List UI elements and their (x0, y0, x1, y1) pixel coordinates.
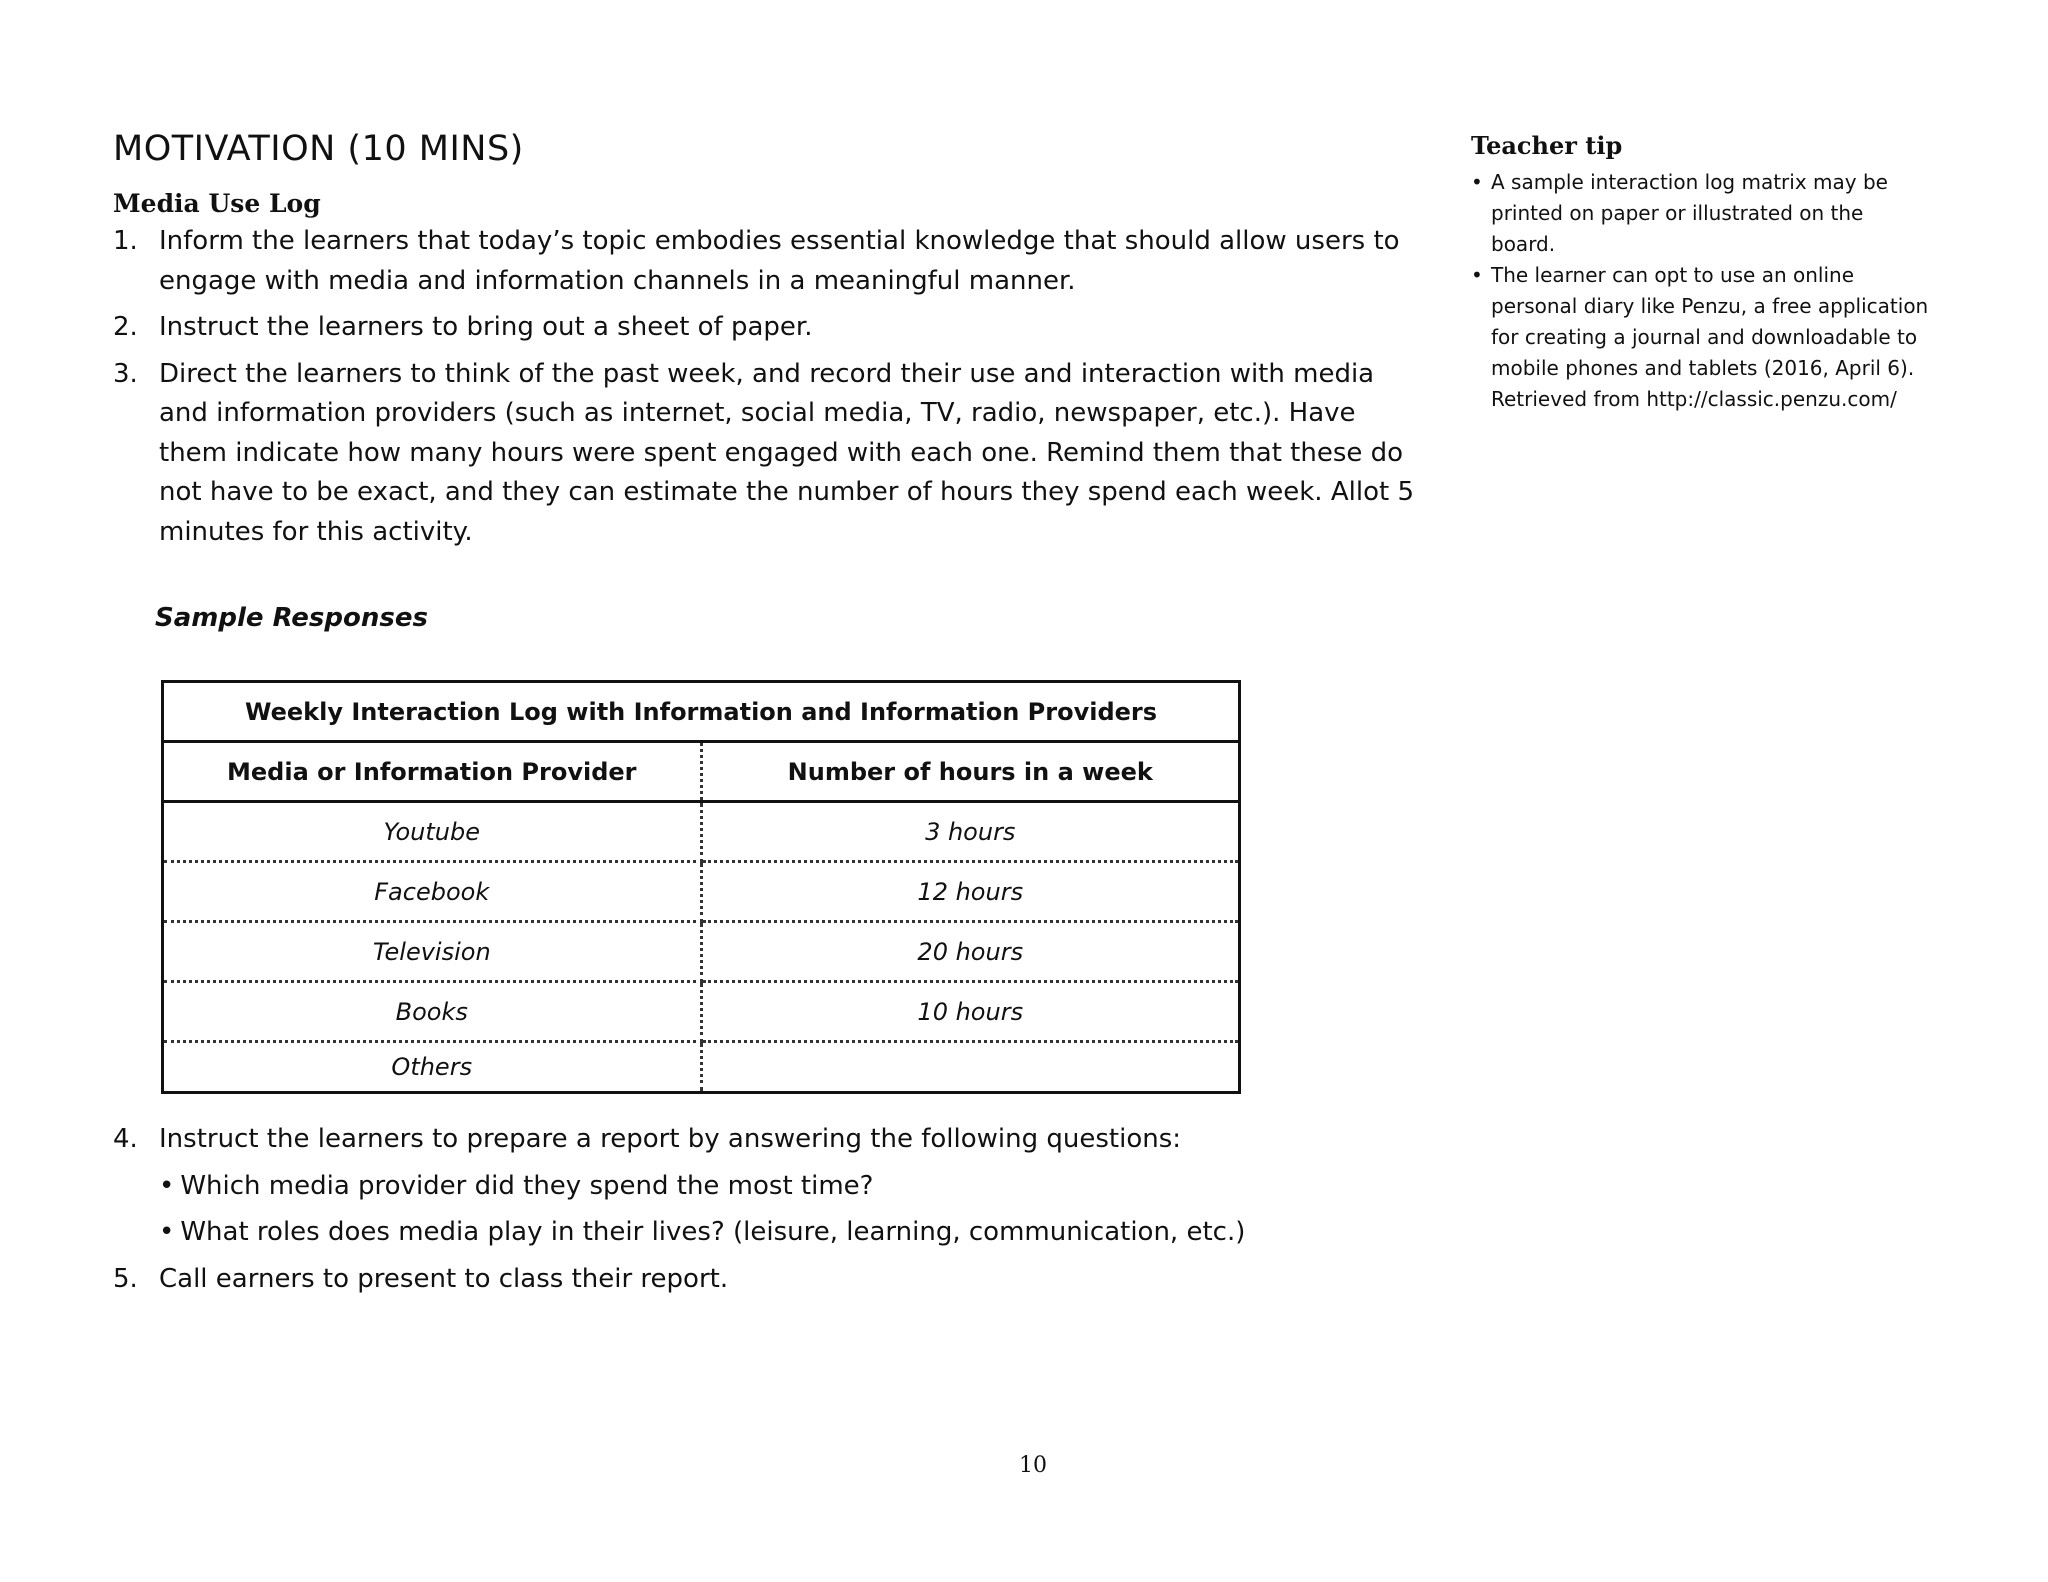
question-bullet (113, 1213, 1423, 1253)
provider-cell: Facebook (163, 862, 702, 922)
section-heading: MOTIVATION (10 MINS) (113, 129, 524, 169)
provider-cell: Others (163, 1042, 702, 1093)
column-header-provider: Media or Information Provider (163, 742, 702, 802)
instruction-list (113, 222, 1423, 559)
hours-cell: 10 hours (701, 982, 1240, 1042)
followup-list (113, 1120, 1423, 1306)
teacher-tip-text: A sample interaction log matrix may be printed on paper or illustrated on the board. (1491, 170, 1888, 256)
teacher-tip-title: Teacher tip (1471, 131, 1623, 160)
table-row (163, 862, 1240, 922)
instruction-text: Instruct the learners to bring out a sheet of paper. (159, 312, 813, 342)
instruction-number: 4. (113, 1124, 138, 1154)
teacher-tip-item (1471, 167, 1931, 260)
hours-cell (701, 1042, 1240, 1093)
teacher-tip-text: The learner can opt to use an online personal diary like Penzu, a free application for creating a journal and downloadable to mobile phones and tablets (2016, April 6). Retrieved from http://classic.penzu.com/ (1491, 263, 1929, 411)
provider-cell: Television (163, 922, 702, 982)
table-row (163, 982, 1240, 1042)
bullet-icon: • (159, 1170, 175, 1201)
instruction-item (113, 355, 1423, 553)
bullet-icon: • (1471, 170, 1483, 194)
instruction-item (113, 308, 1423, 348)
teacher-tip-list (1471, 167, 1931, 415)
instruction-item (113, 1120, 1423, 1160)
bullet-icon: • (1471, 263, 1483, 287)
instruction-text: Instruct the learners to prepare a report by answering the following questions: (159, 1124, 1182, 1154)
provider-cell: Books (163, 982, 702, 1042)
instruction-number: 2. (113, 312, 138, 342)
hours-cell: 20 hours (701, 922, 1240, 982)
page-number: 10 (1019, 1453, 1047, 1478)
hours-cell: 3 hours (701, 802, 1240, 862)
question-bullet (113, 1167, 1423, 1207)
activity-subheading: Media Use Log (113, 189, 321, 218)
table-row (163, 922, 1240, 982)
table-title: Weekly Interaction Log with Information and Information Providers (163, 682, 1240, 742)
instruction-number: 1. (113, 226, 138, 256)
instruction-item (113, 222, 1423, 301)
instruction-text: Inform the learners that today’s topic embodies essential knowledge that should allow users to engage with media and information channels in a meaningful manner. (159, 226, 1400, 296)
teacher-tip-item (1471, 260, 1931, 415)
weekly-interaction-log-table (161, 680, 1241, 1094)
instruction-number: 3. (113, 358, 138, 389)
instruction-item (113, 1260, 1423, 1300)
hours-cell: 12 hours (701, 862, 1240, 922)
table-row (163, 1042, 1240, 1093)
table-row (163, 802, 1240, 862)
bullet-icon: • (159, 1217, 175, 1247)
column-header-hours: Number of hours in a week (701, 742, 1240, 802)
sample-responses-label: Sample Responses (155, 603, 428, 633)
provider-cell: Youtube (163, 802, 702, 862)
instruction-text: Call earners to present to class their report. (159, 1263, 729, 1294)
question-text: Which media provider did they spend the most time? (180, 1170, 874, 1201)
question-text: What roles does media play in their lives? (leisure, learning, communication, etc.) (180, 1217, 1246, 1247)
instruction-text: Direct the learners to think of the past week, and record their use and interaction with media and information providers (such as internet, social media, TV, radio, newspaper, etc.). Have them indicate how many hours were spent engaged with each one. Remind them that these do not have to be exact, and they can estimate the number of hours they spend each week. Allot 5 minutes for this activity. (159, 358, 1414, 547)
instruction-number: 5. (113, 1263, 138, 1294)
